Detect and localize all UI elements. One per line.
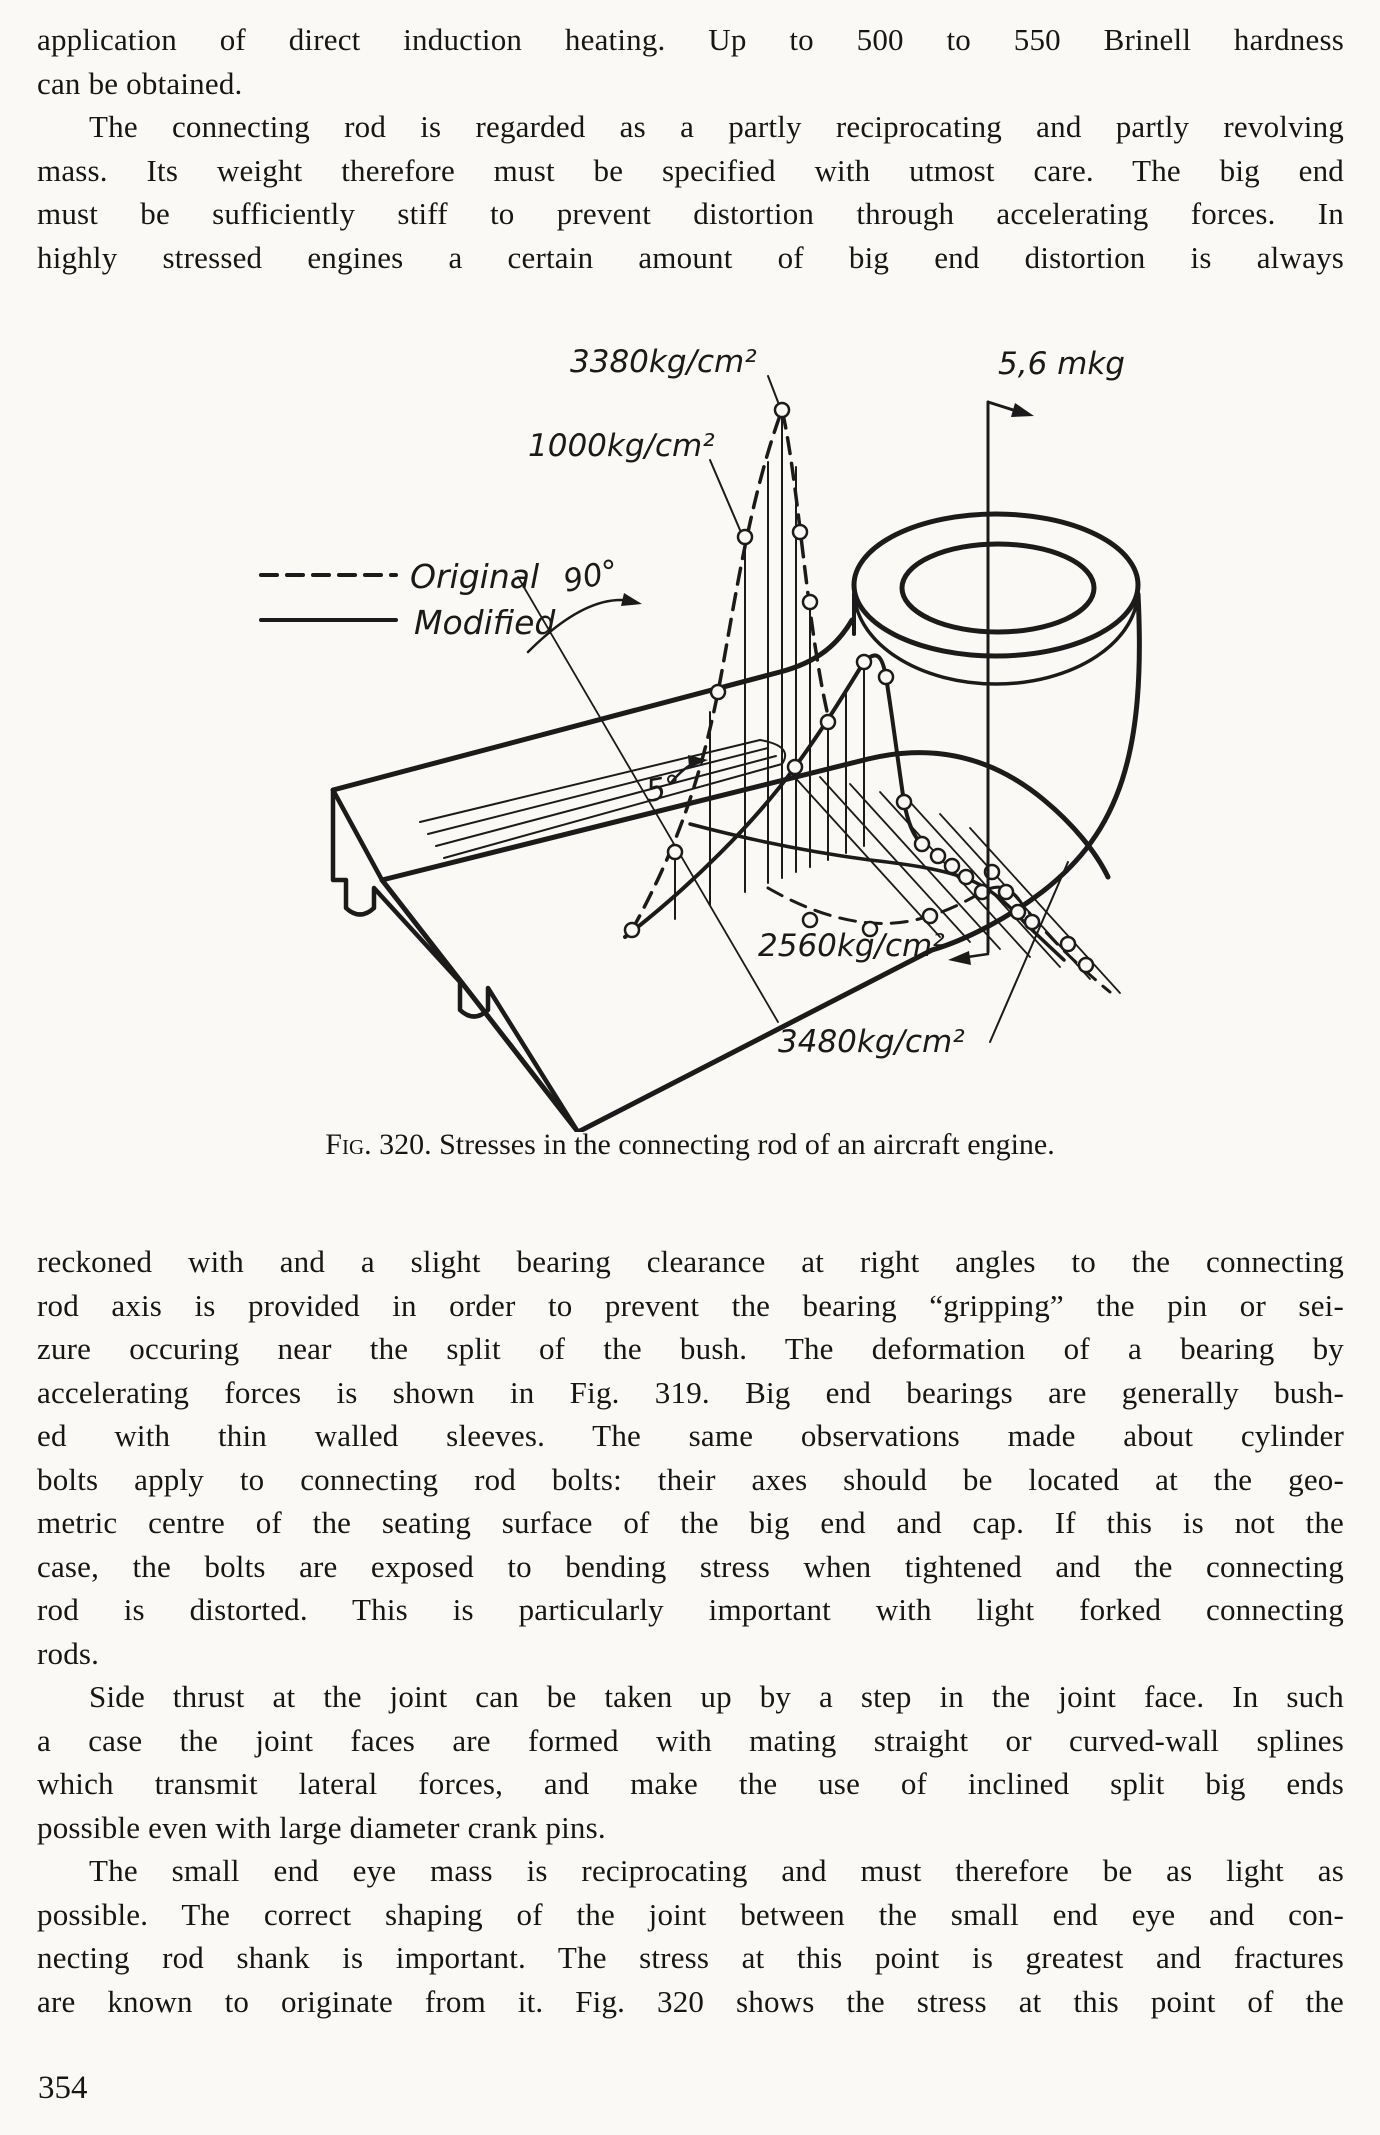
- original-stress-curve-upper: [632, 410, 830, 930]
- text-line: metric centre of the seating surface of the big end and cap. If this is not the: [37, 1505, 1344, 1540]
- text-line: The connecting rod is regarded as a partly reciprocating and partly revolving: [89, 109, 1344, 144]
- text-line: bolts apply to connecting rod bolts: their axes should be located at the geo-: [37, 1461, 1344, 1497]
- label-stress-lower: 2560kg/cm²: [758, 928, 945, 964]
- text-line: zure occuring near the split of the bush. The deformation of a bearing by: [37, 1331, 1344, 1366]
- label-angle-90: 90°: [560, 553, 622, 600]
- text-line: ed with thin walled sleeves. The same observations made about cylinder: [37, 1418, 1344, 1453]
- stress-lower-arrow: [948, 951, 988, 965]
- text-line: which transmit lateral forces, and make the use of inclined split big ends: [37, 1766, 1344, 1801]
- figure-caption: [0, 1128, 1380, 1162]
- text-line: Side thrust at the joint can be taken up by a step in the joint face. In such: [89, 1679, 1344, 1714]
- text-line: case, the bolts are exposed to bending stress when tightened and the connecting: [37, 1548, 1344, 1584]
- text-line: a case the joint faces are formed with mating straight or curved-wall splines: [37, 1722, 1344, 1758]
- text-line: necting rod shank is important. The stress at this point is greatest and fractures: [37, 1940, 1344, 1975]
- text-line: rod axis is provided in order to prevent the bearing “gripping” the pin or sei-: [37, 1287, 1344, 1323]
- label-stress-mid: 1000kg/cm²: [528, 428, 715, 464]
- figure-drawing: [170, 332, 1380, 1132]
- text-line: highly stressed engines a certain amount of big end distortion is always: [37, 239, 1344, 275]
- label-angle-5: 5°: [643, 768, 685, 810]
- text-line: mass. Its weight therefore must be specified with utmost care. The big end: [37, 152, 1344, 188]
- figure-caption-number: Fig. 320.: [325, 1128, 432, 1161]
- text-line: rod is distorted. This is particularly important with light forked connecting: [37, 1592, 1344, 1627]
- figure-caption-text: Stresses in the connecting rod of an aircraft engine.: [431, 1128, 1055, 1161]
- text-line: accelerating forces is shown in Fig. 319. Big end bearings are generally bush-: [37, 1374, 1344, 1410]
- page-number: 354: [38, 2070, 88, 2106]
- legend-modified-label: Modified: [414, 603, 556, 642]
- big-end-boss: [854, 514, 1139, 950]
- text-line: must be sufficiently stiff to prevent distortion through accelerating forces. In: [37, 196, 1344, 231]
- text-line: The small end eye mass is reciprocating and must therefore be as light as: [89, 1853, 1344, 1888]
- text-line: reckoned with and a slight bearing clearance at right angles to the connecting: [37, 1244, 1344, 1279]
- text-line: rods.: [37, 1635, 100, 1671]
- figure-legend: [261, 575, 396, 620]
- legend-original-label: Original: [410, 557, 540, 596]
- text-line: are known to originate from it. Fig. 320 shows the stress at this point of the: [37, 1983, 1344, 2019]
- label-torque: 5,6 mkg: [998, 346, 1125, 382]
- text-line: possible. The correct shaping of the joint between the small end eye and con-: [37, 1896, 1344, 1932]
- figure-320: [170, 332, 1380, 1132]
- label-stress-peak: 3380kg/cm²: [570, 344, 757, 380]
- text-block-top: [37, 18, 1344, 279]
- text-line: can be obtained.: [37, 65, 243, 101]
- text-line: possible even with large diameter crank pins.: [37, 1809, 606, 1845]
- text-line: application of direct induction heating. Up to 500 to 550 Brinell hardness: [37, 22, 1344, 57]
- label-stress-bottom: 3480kg/cm²: [778, 1024, 965, 1060]
- text-block-bottom: [37, 1240, 1344, 2023]
